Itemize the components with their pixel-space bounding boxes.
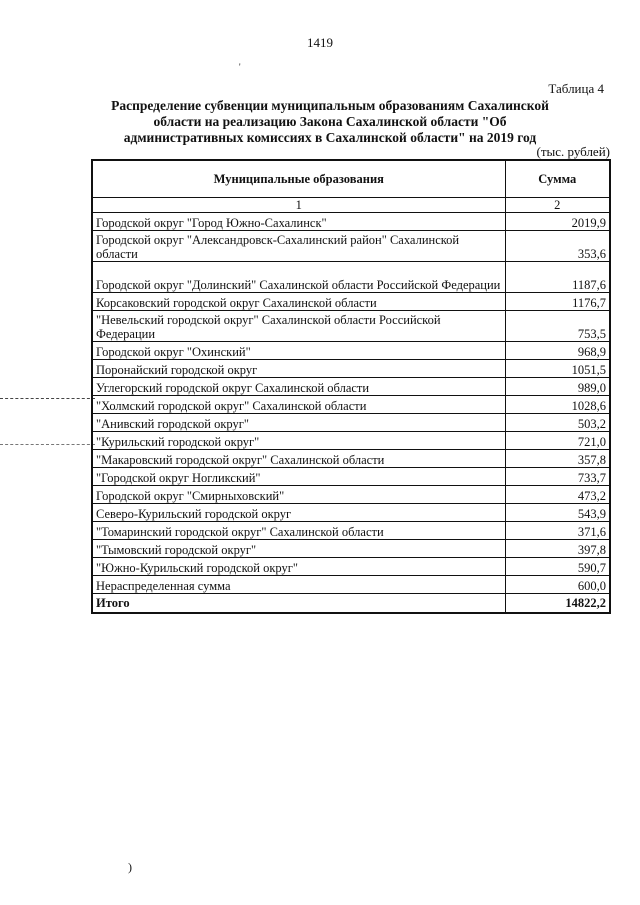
municipality-name: "Курильский городской округ" <box>92 432 505 450</box>
municipality-name: "Холмский городской округ" Сахалинской области <box>92 396 505 414</box>
subvention-amount: 1051,5 <box>505 360 610 378</box>
table-row <box>92 293 610 311</box>
total-row <box>92 594 610 614</box>
subvention-amount: 989,0 <box>505 378 610 396</box>
municipality-name: "Макаровский городской округ" Сахалинской области <box>92 450 505 468</box>
municipality-name: Городской округ "Охинский" <box>92 342 505 360</box>
table-row <box>92 504 610 522</box>
municipality-name: "Томаринский городской округ" Сахалинской области <box>92 522 505 540</box>
table-row <box>92 576 610 594</box>
municipality-name: Поронайский городской округ <box>92 360 505 378</box>
header-sum: Сумма <box>505 160 610 198</box>
municipality-name: Нераспределенная сумма <box>92 576 505 594</box>
municipality-name: Городской округ "Долинский" Сахалинской области Российской Федерации <box>92 262 505 293</box>
table-row <box>92 414 610 432</box>
scan-artifact-line <box>0 398 95 399</box>
column-number: 1 <box>92 198 505 213</box>
scan-artifact-line <box>0 444 95 445</box>
subvention-amount: 357,8 <box>505 450 610 468</box>
units-label: (тыс. рублей) <box>536 144 610 159</box>
document-title: Распределение субвенции муниципальным образованиям Сахалинской области на реализацию Закона Сахалинской области "Об административных комиссиях в Сахалинской области" на 2019 год <box>111 98 549 145</box>
table-row <box>92 342 610 360</box>
subvention-amount: 2019,9 <box>505 213 610 231</box>
table-row <box>92 378 610 396</box>
table-row <box>92 231 610 262</box>
subvention-amount: 503,2 <box>505 414 610 432</box>
scan-mark: ) <box>128 860 132 874</box>
subvention-amount: 721,0 <box>505 432 610 450</box>
municipality-name: Северо-Курильский городской округ <box>92 504 505 522</box>
subvention-amount: 968,9 <box>505 342 610 360</box>
subvention-amount: 353,6 <box>505 231 610 262</box>
subvention-amount: 371,6 <box>505 522 610 540</box>
table-row <box>92 468 610 486</box>
table-row <box>92 540 610 558</box>
header-municipalities: Муниципальные образования <box>92 160 505 198</box>
table-row <box>92 360 610 378</box>
subvention-amount: 733,7 <box>505 468 610 486</box>
column-number: 2 <box>505 198 610 213</box>
table-row <box>92 396 610 414</box>
table-row <box>92 522 610 540</box>
table-row <box>92 558 610 576</box>
scan-mark: ' <box>239 62 241 72</box>
municipality-name: Городской округ "Город Южно-Сахалинск" <box>92 213 505 231</box>
subvention-amount: 1028,6 <box>505 396 610 414</box>
table-row <box>92 486 610 504</box>
table-row <box>92 311 610 342</box>
page-number: 1419 <box>307 35 333 50</box>
municipality-name: Корсаковский городской округ Сахалинской области <box>92 293 505 311</box>
municipality-name: "Южно-Курильский городской округ" <box>92 558 505 576</box>
subvention-amount: 397,8 <box>505 540 610 558</box>
municipality-name: "Невельский городской округ" Сахалинской области Российской Федерации <box>92 311 505 342</box>
municipality-name: "Городской округ Ногликский" <box>92 468 505 486</box>
municipality-name: Городской округ "Александровск-Сахалинский район" Сахалинской области <box>92 231 505 262</box>
table-row <box>92 262 610 293</box>
subvention-amount: 600,0 <box>505 576 610 594</box>
table-label: Таблица 4 <box>548 81 604 96</box>
total-label: Итого <box>92 594 505 614</box>
subvention-amount: 590,7 <box>505 558 610 576</box>
subvention-amount: 753,5 <box>505 311 610 342</box>
column-number-row <box>92 198 610 213</box>
municipality-name: Углегорский городской округ Сахалинской области <box>92 378 505 396</box>
table-row <box>92 450 610 468</box>
municipality-name: "Тымовский городской округ" <box>92 540 505 558</box>
table-row <box>92 432 610 450</box>
municipality-name: Городской округ "Смирныховский" <box>92 486 505 504</box>
subvention-amount: 1176,7 <box>505 293 610 311</box>
table-row <box>92 213 610 231</box>
table-header-row <box>92 160 610 198</box>
subvention-amount: 543,9 <box>505 504 610 522</box>
subvention-amount: 473,2 <box>505 486 610 504</box>
total-amount: 14822,2 <box>505 594 610 614</box>
municipality-name: "Анивский городской округ" <box>92 414 505 432</box>
subvention-table <box>91 159 611 614</box>
subvention-amount: 1187,6 <box>505 262 610 293</box>
